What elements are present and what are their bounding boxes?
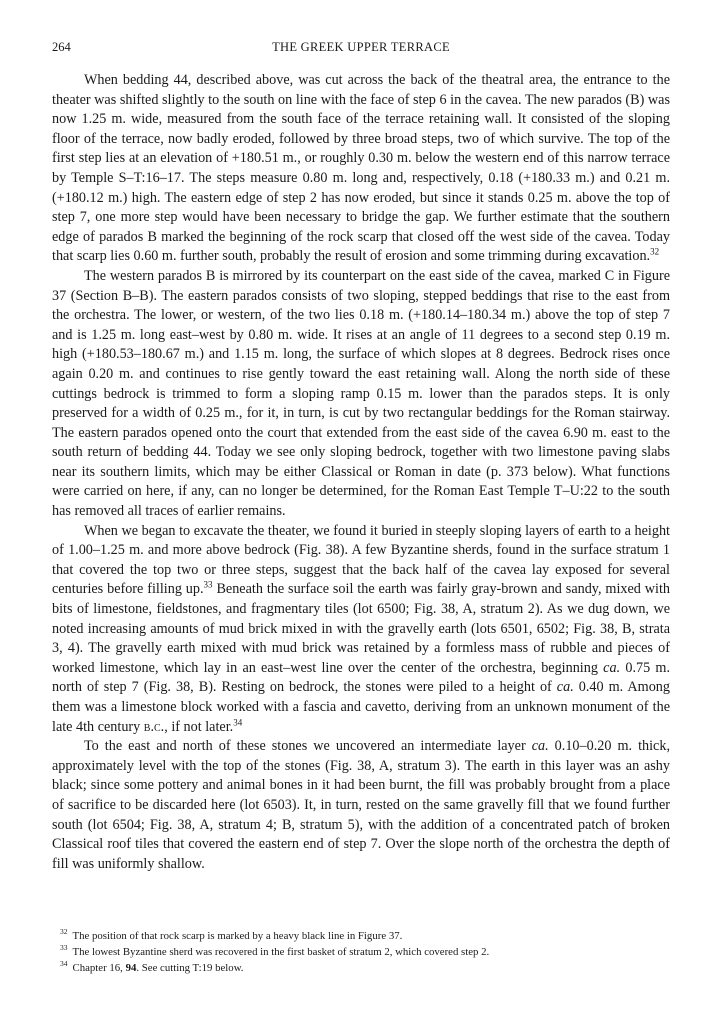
running-title: THE GREEK UPPER TERRACE: [272, 40, 450, 54]
footnote-33: [52, 944, 670, 960]
footnote-ref-33[interactable]: 33: [203, 579, 213, 590]
footnote-34: [52, 960, 670, 976]
paragraph-3-text-d: 0.40 m. Among them was a limestone block worked with a fascia and cavetto, deriving from an unknown monument of the late 4th century: [52, 679, 670, 735]
page-header: [52, 40, 670, 60]
paragraph-1: [52, 71, 670, 267]
footnote-ref-34[interactable]: 34: [233, 716, 243, 727]
paragraph-3: [52, 522, 670, 738]
paragraph-4: [52, 737, 670, 874]
footnote-34-text-a: Chapter 16,: [72, 962, 126, 974]
paragraph-2: [52, 267, 670, 522]
body-text: [52, 71, 670, 874]
footnote-ref-32[interactable]: 32: [650, 246, 660, 257]
paragraph-4-text-b: 0.10–0.20 m. thick, approximately level with the top of the stones (Fig. 38, A, stratum 3). The earth in this layer was an ashy black; since some pottery and animal bones in it had been burnt, the fill was probably brought from a place of sacrifice to be discarded here (lot 6503). It, in turn, rested on the same gravelly fill that we found further south (lot 6504; Fig. 38, A, stratum 4; B, stratum 5), with the addition of a concentrated patch of broken Classical roof tiles that covered the eastern end of step 7. Over the slope north of the orchestra the depth of fill was uniformly shallow.: [52, 738, 670, 872]
paragraph-3-ca-2: ca.: [556, 679, 574, 696]
paragraph-4-ca: ca.: [531, 738, 549, 755]
page: [52, 40, 670, 874]
footnote-33-number: 33: [60, 943, 68, 953]
footnote-32-number: 32: [60, 927, 68, 937]
page-number: 264: [52, 40, 71, 54]
paragraph-1-text: When bedding 44, described above, was cut across the back of the theatral area, the entrance to the theater was shifted slightly to the south on line with the face of step 6 in the cavea. The new parados (B) was now 1.25 m. wide, measured from the south face of the terrace retaining wall. It consisted of the sloping floor of the terrace, now badly eroded, followed by three broad steps, two of which survive. The top of the first step lies at an elevation of +180.51 m., or roughly 0.30 m. below the western end of this narrow terrace by Temple S–T:16–17. The steps measure 0.80 m. long and, respectively, 0.18 (+180.33 m.) and 0.21 m. (+180.12 m.) high. The eastern edge of step 2 has now eroded, but since it stands 0.25 m. above the top of step 7, one more step would have been necessary to bridge the gap. We further estimate that the southern edge of parados B marked the beginning of the rock scarp that closed off the west side of the cavea. Today that scarp lies 0.60 m. further south, probably the result of erosion and some trimming during excavation.: [52, 72, 670, 265]
footnote-32: [52, 928, 670, 944]
paragraph-4-text-a: To the east and north of these stones we uncovered an intermediate layer: [84, 738, 532, 755]
paragraph-3-text-a: When we began to excavate the theater, we found it buried in steeply sloping layers of earth to a height of 1.00–1.25 m. and more above bedrock (Fig. 38). A few Byzantine sherds, found in the surface stratum 1 that covered the top two or three steps, suggest that the back half of the cavea lay exposed for several centuries before filling up.: [52, 522, 670, 598]
paragraph-3-text-e: , if not later.: [164, 718, 234, 735]
paragraph-3-bc: b.c.: [143, 718, 165, 735]
footnote-32-text: The position of that rock scarp is marked by a heavy black line in Figure 37.: [72, 930, 403, 942]
paragraph-3-text-b: Beneath the surface soil the earth was fairly gray-brown and sandy, mixed with bits of limestone, fieldstones, and fragmentary tiles (lot 6500; Fig. 38, A, stratum 2). As we dug down, we noted increasing amounts of mud brick mixed in with the gravelly earth (lots 6501, 6502; Fig. 38, B, strata 3, 4). The gravelly earth mixed with mud brick was retained by a formless mass of rubble and pieces of worked limestone, which lay in an east–west line over the center of the orchestra, beginning: [52, 581, 670, 676]
footnote-34-text-b: . See cutting T:19 below.: [136, 962, 244, 974]
paragraph-3-text-c: 0.75 m. north of step 7 (Fig. 38, B). Resting on bedrock, the stones were piled to a height of: [52, 659, 670, 696]
footnote-34-bold: 94: [125, 962, 137, 974]
paragraph-3-ca-1: ca.: [603, 659, 621, 676]
footnote-34-number: 34: [60, 959, 68, 969]
footnotes: [52, 928, 670, 976]
footnote-33-text: The lowest Byzantine sherd was recovered in the first basket of stratum 2, which covered step 2.: [72, 946, 490, 958]
paragraph-2-text: The western parados B is mirrored by its counterpart on the east side of the cavea, marked C in Figure 37 (Section B–B). The eastern parados consists of two sloping, stepped beddings that rise to the east from the orchestra. The lower, or western, of the two lies 0.18 m. (+180.14–180.34 m.) above the top of step 7 and is 1.25 m. long east–west by 0.80 m. wide. It rises at an angle of 11 degrees to a second step 0.19 m. high (+180.53–180.67 m.) and 1.15 m. long, the surface of which slopes at 8 degrees. Bedrock rises once again 0.20 m. and continues to rise gently toward the east retaining wall. Along the north side of these cuttings bedrock is trimmed to form a sloping ramp 0.15 m. lower than the parados steps. It is only preserved for a width of 0.25 m., for it, in turn, is cut by two rectangular beddings for the Roman stairway. The eastern parados opened onto the court that extended from the east side of the cavea 6.90 m. east to the south return of bedding 44. Today we see only sloping bedrock, together with two limestone paving slabs near its southern limits, which may be either Classical or Roman in date (p. 373 below). What functions were carried on here, if any, can no longer be determined, for the Roman East Temple T–U:22 to the south has removed all traces of earlier remains.: [52, 267, 670, 520]
